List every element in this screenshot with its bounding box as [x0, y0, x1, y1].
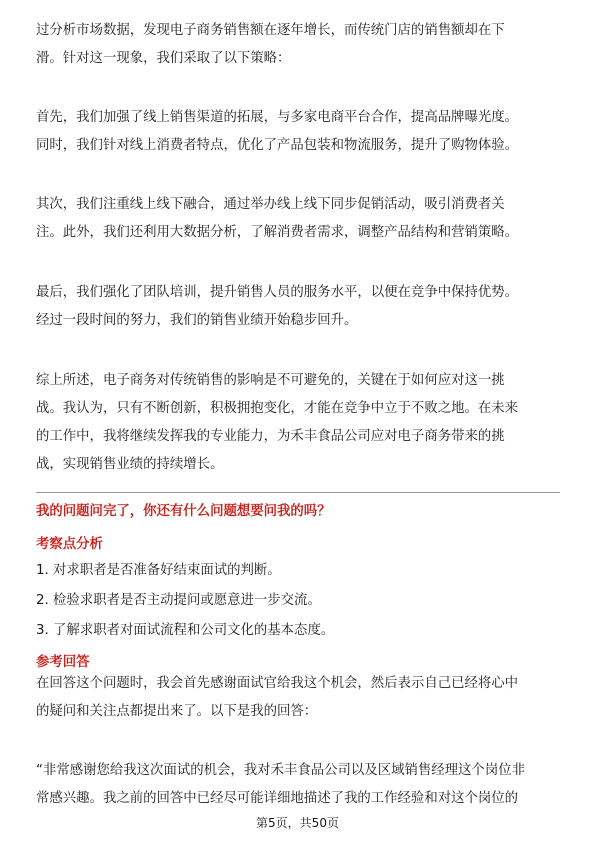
- text-line: 战。我认为，只有不断创新，积极拥抱变化，才能在竞争中立于不败之地。在未来: [36, 401, 519, 416]
- text-line: 常感兴趣。我之前的回答中已经尽可能详细地描述了我的工作经验和对这个岗位的: [36, 791, 519, 806]
- text-line: 同时，我们针对线上消费者特点，优化了产品包装和物流服务，提升了购物体验。: [36, 138, 519, 153]
- answer-paragraph-quote: [36, 757, 564, 813]
- text-line: 综上所述，电子商务对传统销售的影响是不可避免的，关键在于如何应对这一挑: [36, 373, 505, 388]
- analysis-item: 2. 检验求职者是否主动提问或愿意进一步交流。: [36, 593, 321, 608]
- text-line: 的工作中，我将继续发挥我的专业能力，为禾丰食品公司应对电子商务带来的挑: [36, 429, 505, 444]
- text-line: “非常感谢您给我这次面试的机会，我对禾丰食品公司以及区域销售经理这个岗位非: [36, 763, 525, 778]
- text-line: 注。此外，我们还利用大数据分析，了解消费者需求，调整产品结构和营销策略。: [36, 225, 519, 240]
- text-line: 滑。针对这一现象，我们采取了以下策略：: [36, 51, 291, 66]
- analysis-item: 1. 对求职者是否准备好结束面试的判断。: [36, 563, 281, 578]
- paragraph-second-strategy: [36, 191, 564, 247]
- text-line: 战，实现销售业绩的持续增长。: [36, 457, 224, 472]
- answer-heading: 参考回答: [36, 655, 90, 670]
- text-line: 经过一段时间的努力，我们的销售业绩开始稳步回升。: [36, 313, 358, 328]
- paragraph-summary: [36, 367, 564, 479]
- paragraph-market-analysis: [36, 17, 564, 73]
- analysis-item: 3. 了解求职者对面试流程和公司文化的基本态度。: [36, 623, 335, 638]
- text-line: 最后，我们强化了团队培训，提升销售人员的服务水平，以便在竞争中保持优势。: [36, 285, 519, 300]
- text-line: 在回答这个问题时，我会首先感谢面试官给我这个机会，然后表示自己已经将心中: [36, 676, 519, 691]
- analysis-heading: 考察点分析: [36, 537, 103, 552]
- interview-question: 我的问题问完了，你还有什么问题想要问我的吗？: [36, 504, 331, 519]
- text-line: 的疑问和关注点都提出来了。以下是我的回答：: [36, 704, 318, 719]
- section-divider: [36, 492, 560, 493]
- page-number: 第5页，共50页: [256, 816, 339, 830]
- paragraph-first-strategy: [36, 104, 564, 160]
- answer-paragraph-intro: [36, 670, 564, 726]
- text-line: 过分析市场数据，发现电子商务销售额在逐年增长，而传统门店的销售额却在下: [36, 23, 505, 38]
- text-line: 首先，我们加强了线上销售渠道的拓展，与多家电商平台合作，提高品牌曝光度。: [36, 110, 519, 125]
- text-line: 其次，我们注重线上线下融合，通过举办线上线下同步促销活动，吸引消费者关: [36, 197, 505, 212]
- paragraph-final-strategy: [36, 279, 564, 335]
